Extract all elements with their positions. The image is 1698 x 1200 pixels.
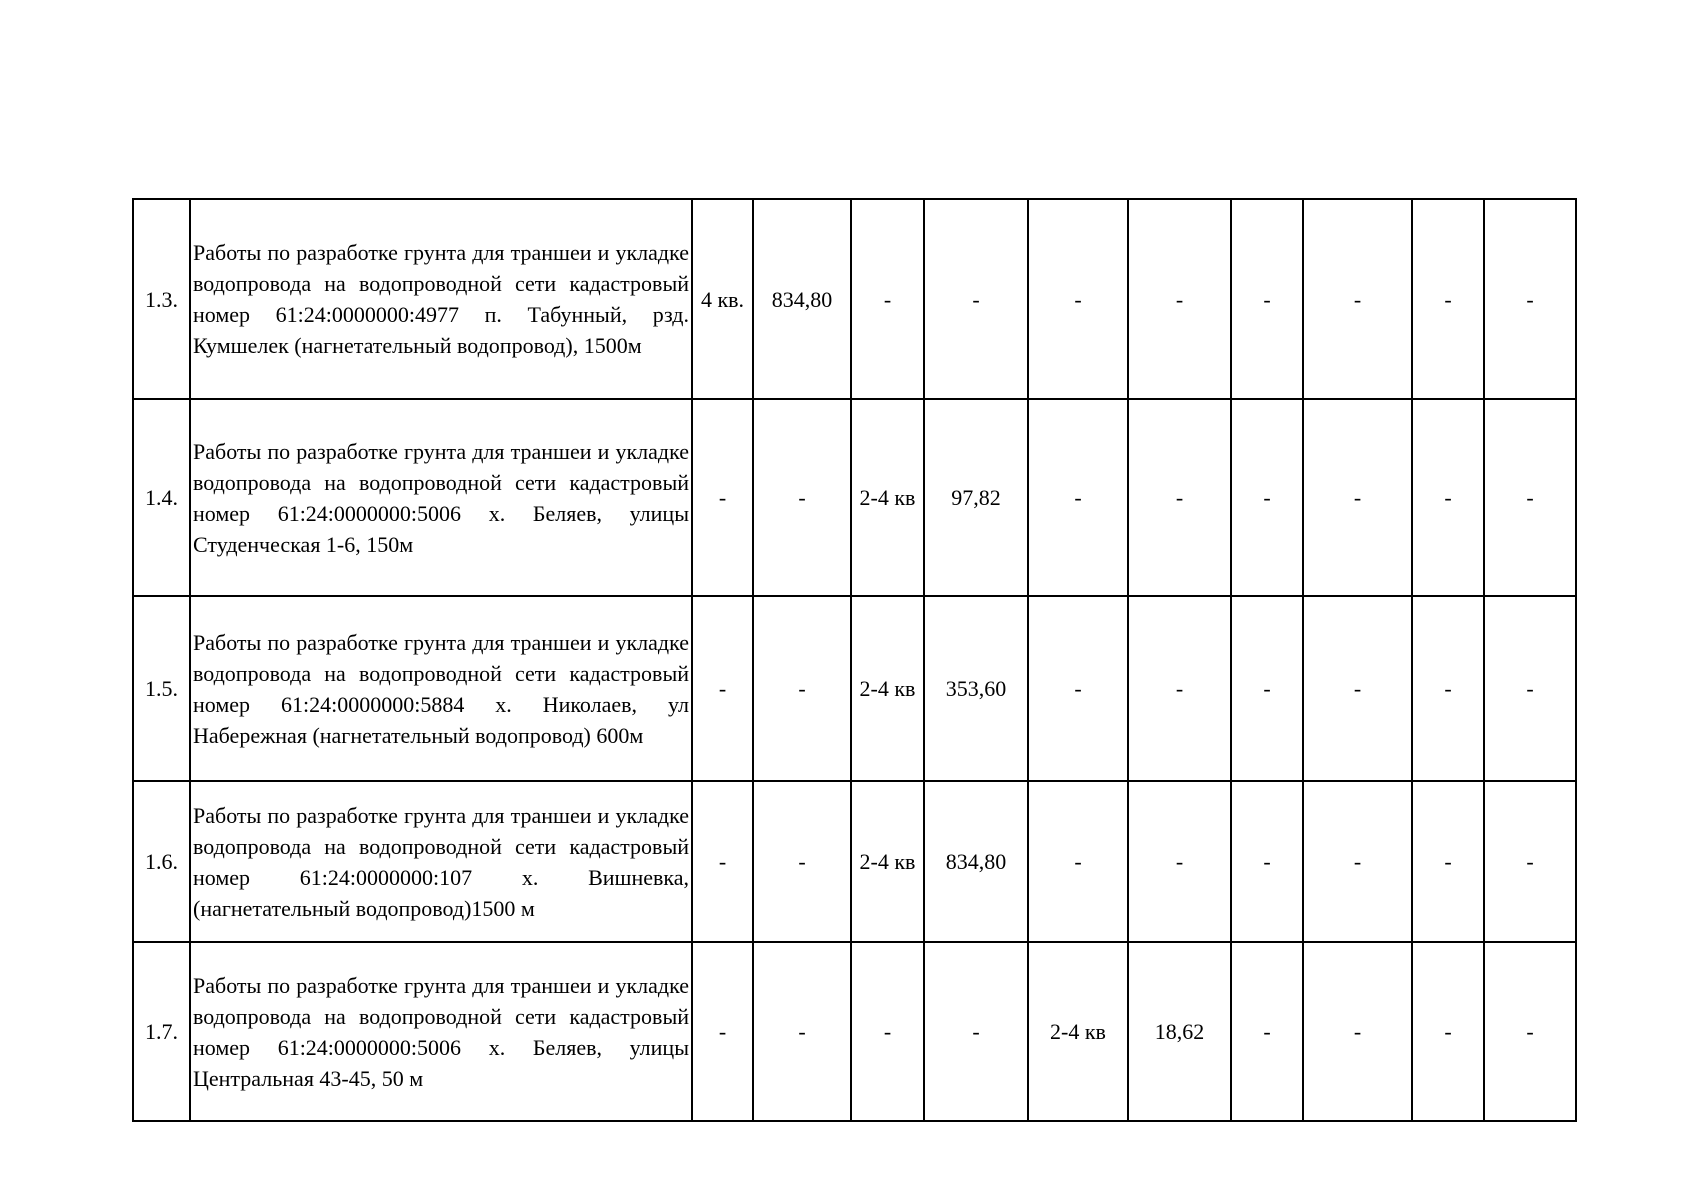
- table-cell: -: [753, 596, 851, 781]
- table-cell: -: [1484, 199, 1576, 399]
- table-cell: -: [753, 942, 851, 1121]
- table-cell: 353,60: [924, 596, 1028, 781]
- table-cell: -: [1231, 199, 1303, 399]
- table-cell: -: [1128, 399, 1231, 596]
- table-cell: -: [1412, 781, 1484, 942]
- table-cell: -: [851, 942, 924, 1121]
- table-cell: 2-4 кв: [1028, 942, 1128, 1121]
- table-row: [133, 596, 1576, 781]
- work-description: Работы по разработке грунта для траншеи и укладке водопровода на водопроводной сети кадастровый номер 61:24:0000000:5006 х. Беляев, улицы Студенческая 1-6, 150м: [190, 399, 692, 596]
- table-cell: -: [1028, 199, 1128, 399]
- work-description: Работы по разработке грунта для траншеи и укладке водопровода на водопроводной сети кадастровый номер 61:24:0000000:5884 х. Николаев, ул Набережная (нагнетательный водопровод) 600м: [190, 596, 692, 781]
- table-cell: -: [692, 399, 753, 596]
- table-cell: -: [1484, 596, 1576, 781]
- table-cell: -: [692, 942, 753, 1121]
- table-cell: -: [1484, 781, 1576, 942]
- table-cell: -: [1028, 399, 1128, 596]
- row-number: 1.4.: [133, 399, 190, 596]
- table-cell: -: [1231, 399, 1303, 596]
- table-cell: -: [1128, 781, 1231, 942]
- table-cell: -: [1231, 596, 1303, 781]
- table-cell: -: [1028, 781, 1128, 942]
- table-cell: 2-4 кв: [851, 596, 924, 781]
- table-cell: -: [1128, 199, 1231, 399]
- table-row: [133, 942, 1576, 1121]
- work-description: Работы по разработке грунта для траншеи и укладке водопровода на водопроводной сети кадастровый номер 61:24:0000000:5006 х. Беляев, улицы Центральная 43-45, 50 м: [190, 942, 692, 1121]
- work-description: Работы по разработке грунта для траншеи и укладке водопровода на водопроводной сети кадастровый номер 61:24:0000000:4977 п. Табунный, рзд. Кумшелек (нагнетательный водопровод), 1500м: [190, 199, 692, 399]
- table-cell: -: [1484, 399, 1576, 596]
- table-cell: -: [1028, 596, 1128, 781]
- table-cell: -: [1412, 199, 1484, 399]
- table-cell: -: [851, 199, 924, 399]
- table-cell: -: [924, 199, 1028, 399]
- table-cell: 97,82: [924, 399, 1028, 596]
- table-cell: -: [1303, 781, 1412, 942]
- table-cell: 18,62: [1128, 942, 1231, 1121]
- row-number: 1.3.: [133, 199, 190, 399]
- row-number: 1.5.: [133, 596, 190, 781]
- table-cell: -: [1231, 781, 1303, 942]
- table-cell: -: [1303, 399, 1412, 596]
- row-number: 1.7.: [133, 942, 190, 1121]
- table-row: [133, 781, 1576, 942]
- table-cell: 2-4 кв: [851, 781, 924, 942]
- table-cell: -: [1412, 942, 1484, 1121]
- table-cell: -: [1412, 596, 1484, 781]
- work-description: Работы по разработке грунта для траншеи и укладке водопровода на водопроводной сети кадастровый номер 61:24:0000000:107 х. Вишневка, (нагнетательный водопровод)1500 м: [190, 781, 692, 942]
- table-cell: 834,80: [924, 781, 1028, 942]
- table-cell: -: [692, 781, 753, 942]
- table-cell: -: [753, 781, 851, 942]
- table-row: [133, 399, 1576, 596]
- table-cell: -: [1303, 596, 1412, 781]
- table-cell: 2-4 кв: [851, 399, 924, 596]
- table-cell: 834,80: [753, 199, 851, 399]
- table-cell: -: [692, 596, 753, 781]
- table-cell: -: [1231, 942, 1303, 1121]
- table-cell: -: [753, 399, 851, 596]
- table-row: [133, 199, 1576, 399]
- table-cell: 4 кв.: [692, 199, 753, 399]
- row-number: 1.6.: [133, 781, 190, 942]
- table-cell: -: [1303, 199, 1412, 399]
- table-cell: -: [1128, 596, 1231, 781]
- table-cell: -: [1303, 942, 1412, 1121]
- table-cell: -: [1412, 399, 1484, 596]
- works-table: [132, 198, 1577, 1122]
- table-cell: -: [1484, 942, 1576, 1121]
- table-cell: -: [924, 942, 1028, 1121]
